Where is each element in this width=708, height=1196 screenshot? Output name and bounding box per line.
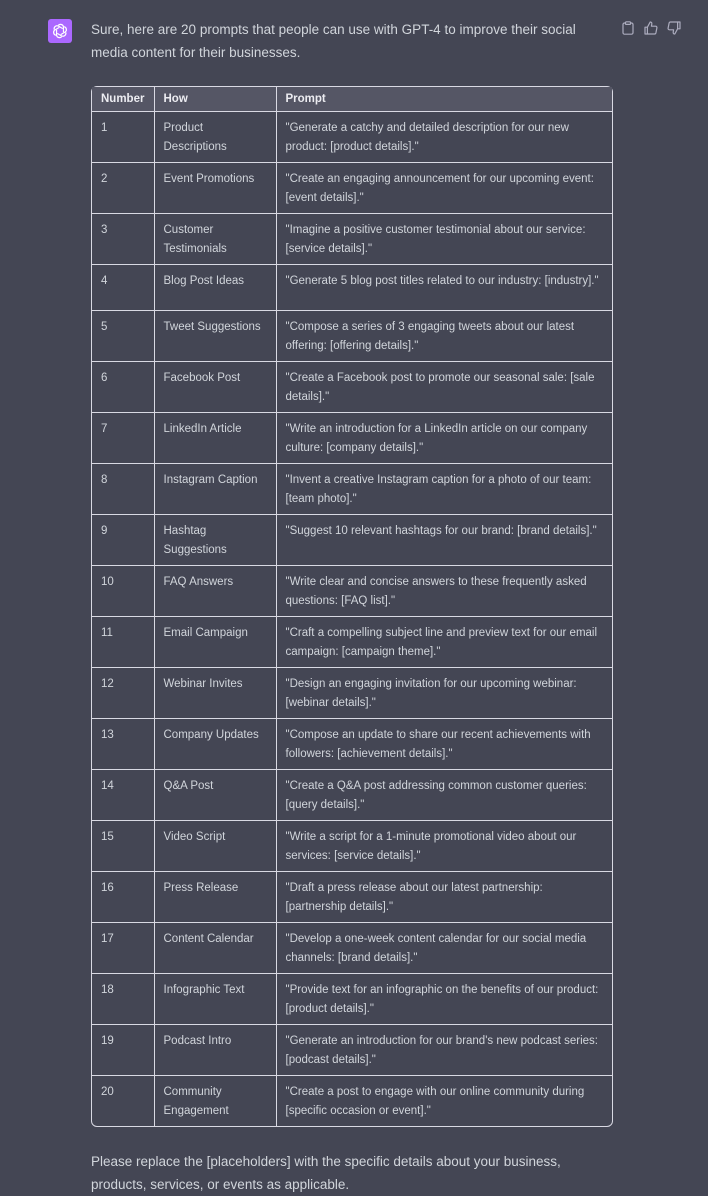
openai-logo-icon	[51, 22, 69, 40]
table-row	[92, 668, 612, 719]
cell-number: 18	[92, 974, 154, 1025]
prompts-table-container	[91, 86, 613, 1127]
cell-how: Q&A Post	[154, 770, 276, 821]
cell-number: 3	[92, 214, 154, 265]
table-row	[92, 112, 612, 163]
table-row	[92, 923, 612, 974]
cell-number: 12	[92, 668, 154, 719]
cell-prompt: "Write clear and concise answers to these frequently asked questions: [FAQ list]."	[276, 566, 612, 617]
cell-how: Customer Testimonials	[154, 214, 276, 265]
table-row	[92, 515, 612, 566]
cell-prompt: "Craft a compelling subject line and preview text for our email campaign: [campaign theme]."	[276, 617, 612, 668]
cell-prompt: "Generate an introduction for our brand's new podcast series: [podcast details]."	[276, 1025, 612, 1076]
cell-number: 17	[92, 923, 154, 974]
cell-number: 13	[92, 719, 154, 770]
table-row	[92, 163, 612, 214]
table-row	[92, 974, 612, 1025]
cell-prompt: "Suggest 10 relevant hashtags for our brand: [brand details]."	[276, 515, 612, 566]
cell-prompt: "Write an introduction for a LinkedIn article on our company culture: [company details]."	[276, 413, 612, 464]
cell-prompt: "Create an engaging announcement for our upcoming event: [event details]."	[276, 163, 612, 214]
cell-prompt: "Compose an update to share our recent achievements with followers: [achievement details]."	[276, 719, 612, 770]
cell-how: Instagram Caption	[154, 464, 276, 515]
table-row	[92, 413, 612, 464]
clipboard-icon[interactable]	[621, 20, 635, 36]
table-body	[92, 112, 612, 1127]
cell-number: 1	[101, 122, 108, 134]
cell-how: Infographic Text	[154, 974, 276, 1025]
cell-number: 14	[92, 770, 154, 821]
table-row	[92, 719, 612, 770]
cell-number: 9	[92, 515, 154, 566]
cell-how: Content Calendar	[154, 923, 276, 974]
cell-how: Hashtag Suggestions	[154, 515, 276, 566]
table-row	[92, 311, 612, 362]
table-row	[92, 617, 612, 668]
column-header-number: Number	[92, 87, 154, 112]
thumbs-down-icon[interactable]	[667, 20, 681, 36]
cell-prompt: "Generate a catchy and detailed description for our new product: [product details]."	[276, 112, 612, 163]
cell-how: Tweet Suggestions	[154, 311, 276, 362]
table-row	[92, 872, 612, 923]
cell-number: 5	[92, 311, 154, 362]
cell-prompt: "Write a script for a 1-minute promotional video about our services: [service details]."	[276, 821, 612, 872]
table-row	[92, 265, 612, 311]
cell-how: Event Promotions	[154, 163, 276, 214]
cell-number: 6	[92, 362, 154, 413]
cell-how: Product Descriptions	[154, 112, 276, 163]
cell-prompt: "Create a post to engage with our online community during [specific occasion or event]."	[276, 1076, 612, 1127]
cell-prompt: "Invent a creative Instagram caption for a photo of our team: [team photo]."	[276, 464, 612, 515]
cell-how: FAQ Answers	[154, 566, 276, 617]
cell-how: Facebook Post	[154, 362, 276, 413]
cell-how: Podcast Intro	[154, 1025, 276, 1076]
table-row	[92, 464, 612, 515]
table-row	[92, 821, 612, 872]
column-header-how: How	[154, 87, 276, 112]
cell-prompt: "Provide text for an infographic on the benefits of our product: [product details]."	[276, 974, 612, 1025]
cell-how: Webinar Invites	[154, 668, 276, 719]
cell-number: 16	[92, 872, 154, 923]
cell-how: Blog Post Ideas	[154, 265, 276, 311]
cell-number: 20	[92, 1076, 154, 1127]
cell-number: 19	[92, 1025, 154, 1076]
cell-prompt: "Design an engaging invitation for our upcoming webinar: [webinar details]."	[276, 668, 612, 719]
cell-prompt: "Create a Facebook post to promote our seasonal sale: [sale details]."	[276, 362, 612, 413]
table-row	[92, 566, 612, 617]
cell-prompt: "Draft a press release about our latest partnership: [partnership details]."	[276, 872, 612, 923]
cell-prompt: "Imagine a positive customer testimonial about our service: [service details]."	[276, 214, 612, 265]
message-actions	[621, 20, 681, 36]
table-row	[92, 1076, 612, 1127]
cell-number: 10	[92, 566, 154, 617]
cell-prompt: "Generate 5 blog post titles related to our industry: [industry]."	[276, 265, 612, 311]
table-row	[92, 214, 612, 265]
assistant-avatar	[48, 19, 72, 43]
cell-number: 4	[92, 265, 154, 311]
cell-how: Video Script	[154, 821, 276, 872]
cell-prompt: "Compose a series of 3 engaging tweets about our latest offering: [offering details]."	[276, 311, 612, 362]
table-row	[92, 362, 612, 413]
thumbs-up-icon[interactable]	[644, 20, 658, 36]
cell-how: Press Release	[154, 872, 276, 923]
table-row	[92, 1025, 612, 1076]
assistant-message	[91, 18, 613, 1196]
cell-number: 15	[92, 821, 154, 872]
table-header-row	[92, 87, 612, 112]
cell-prompt: "Create a Q&A post addressing common customer queries: [query details]."	[276, 770, 612, 821]
prompts-table	[92, 87, 612, 1126]
message-intro: Sure, here are 20 prompts that people can use with GPT-4 to improve their social media content for their businesses.	[91, 22, 576, 60]
table-row	[92, 770, 612, 821]
cell-number: 7	[92, 413, 154, 464]
cell-how: LinkedIn Article	[154, 413, 276, 464]
message-outro: Please replace the [placeholders] with the specific details about your business, products, services, or events as applicable.	[91, 1154, 561, 1192]
cell-number: 2	[92, 163, 154, 214]
cell-how: Email Campaign	[154, 617, 276, 668]
cell-number: 11	[92, 617, 154, 668]
cell-how: Company Updates	[154, 719, 276, 770]
cell-number: 8	[92, 464, 154, 515]
cell-how: Community Engagement	[154, 1076, 276, 1127]
cell-prompt: "Develop a one-week content calendar for our social media channels: [brand details]."	[276, 923, 612, 974]
column-header-prompt: Prompt	[276, 87, 612, 112]
